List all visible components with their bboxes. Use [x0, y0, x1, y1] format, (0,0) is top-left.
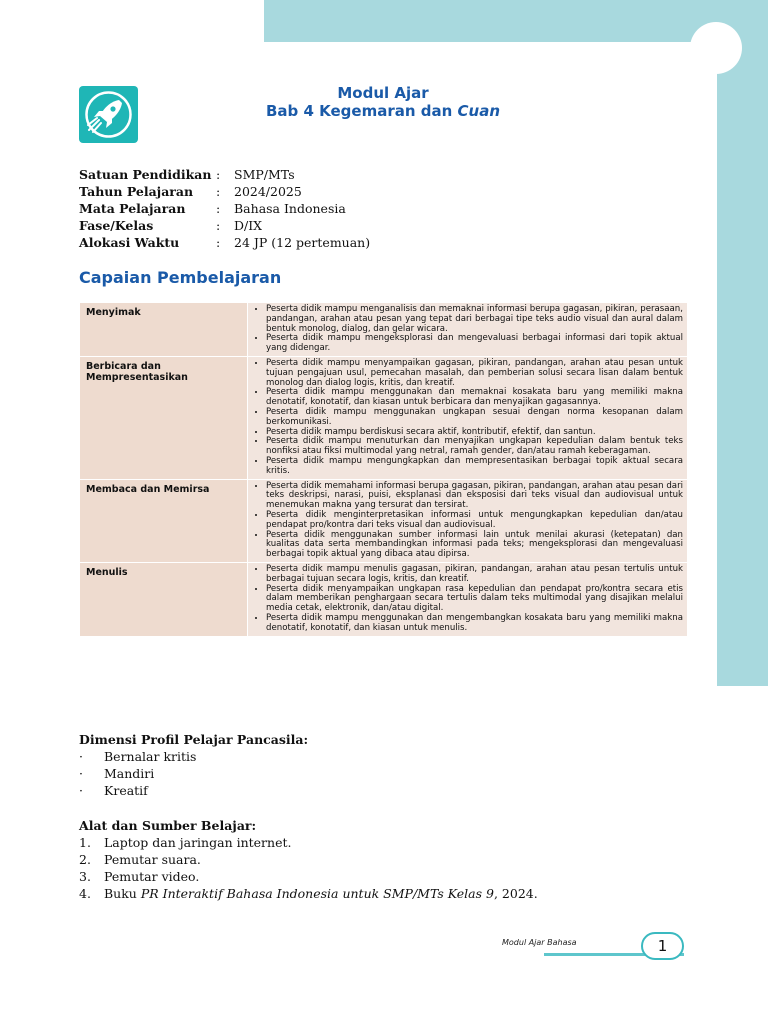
title-line-1: Modul Ajar: [337, 84, 429, 102]
list-item: • Peserta didik mampu berdiskusi secara aktif, kontributif, efektif, dan santun.: [266, 428, 683, 438]
meta-label: Tahun Pelajaran: [79, 184, 194, 199]
alat-item-text: Laptop dan jaringan internet.: [104, 835, 292, 850]
meta-value: Bahasa Indonesia: [234, 201, 346, 216]
meta-row: [79, 234, 370, 251]
document-title: [140, 84, 626, 121]
list-item: [79, 851, 538, 868]
list-item: [79, 765, 196, 782]
element-description: [248, 356, 688, 479]
alat-list: [79, 834, 538, 902]
element-description: [248, 562, 688, 636]
list-item: • Peserta didik mampu menggunakan dan mengembangkan kosakata baru yang memiliki makna denotatif, konotatif, dan kiasan untuk menulis.: [266, 614, 683, 634]
page-number: 1: [641, 932, 684, 960]
meta-row: [79, 166, 370, 183]
description-list: [254, 565, 683, 634]
list-item: • Peserta didik mampu menganalisis dan memaknai informasi berupa gagasan, pikiran, perasaan, pandangan, arahan atau pesan yang tepat dari berbagai tipe teks audio visual dan aural dalam bentuk monolog, dialog, dan gelar wicara.: [266, 305, 683, 334]
list-item: • Peserta didik mampu menulis gagasan, pikiran, pandangan, arahan atau pesan tertulis untuk berbagai tujuan secara logis, kritis, dan kreatif.: [266, 565, 683, 585]
meta-row: [79, 217, 370, 234]
decoration-circle: [690, 22, 742, 74]
rocket-icon: [79, 86, 138, 143]
table-row: [80, 356, 688, 479]
identity-info: [79, 166, 370, 251]
list-item: [79, 748, 196, 765]
element-description: [248, 303, 688, 357]
meta-label: Mata Pelajaran: [79, 201, 186, 216]
list-item: [79, 885, 538, 902]
element-label: Menyimak: [80, 303, 248, 357]
meta-label: Alokasi Waktu: [79, 235, 180, 250]
list-item: • Peserta didik mampu mengeksplorasi dan mengevaluasi berbagai informasi dari topik aktual yang didengar.: [266, 334, 683, 354]
list-item: • Peserta didik mampu menuturkan dan menyajikan ungkapan kepedulian dalam bentuk teks nonfiksi atau fiksi multimodal yang netral, ramah gender, dan/atau ramah keberagaman.: [266, 437, 683, 457]
title-italic-word: Cuan: [457, 102, 501, 120]
alat-item-text: [104, 885, 538, 902]
meta-label: Fase/Kelas: [79, 218, 154, 233]
element-label: Berbicara dan Mempresentasikan: [80, 356, 248, 479]
list-item: • Peserta didik mampu menggunakan dan memaknai kosakata baru yang memiliki makna denotatif, konotatif, dan kiasan untuk berbicara dan menyajikan gagasannya.: [266, 388, 683, 408]
capaian-table: [79, 302, 688, 637]
description-list: [254, 305, 683, 354]
element-description: [248, 479, 688, 562]
meta-row: [79, 183, 370, 200]
footer-text: Modul Ajar Bahasa: [502, 938, 577, 947]
dimensi-item-text: Kreatif: [104, 783, 148, 798]
list-item: • Peserta didik mampu menggunakan ungkapan sesuai dengan norma kesopanan dalam berkomunikasi.: [266, 408, 683, 428]
meta-value: 2024/2025: [234, 184, 302, 199]
list-item: [79, 834, 538, 851]
element-label: Membaca dan Memirsa: [80, 479, 248, 562]
description-list: [254, 359, 683, 477]
dimensi-item-text: Bernalar kritis: [104, 749, 197, 764]
list-item: • Peserta didik mampu mengungkapkan dan mempresentasikan berbagai topik aktual secara kritis.: [266, 457, 683, 477]
list-item: [79, 868, 538, 885]
alat-item-text: Pemutar video.: [104, 869, 200, 884]
meta-value: D/IX: [234, 218, 263, 233]
list-item: • Peserta didik mampu menyampaikan gagasan, pikiran, pandangan, arahan atau pesan untuk tujuan pengajuan usul, pemecahan masalah, dan pemberian solusi secara lisan dalam bentuk monolog dan dialog logis, kritis, dan kreatif.: [266, 359, 683, 388]
dimensi-title: Dimensi Profil Pelajar Pancasila:: [79, 732, 309, 747]
list-number: 2.: [79, 852, 91, 867]
element-label: Menulis: [80, 562, 248, 636]
meta-separator: :: [216, 235, 221, 250]
bullet: ·: [79, 783, 83, 798]
list-number: 1.: [79, 835, 91, 850]
meta-separator: :: [216, 167, 221, 182]
side-decoration-bar: [717, 0, 768, 686]
table-row: [80, 479, 688, 562]
meta-separator: :: [216, 184, 221, 199]
dimensi-list: [79, 748, 196, 799]
meta-value: 24 JP (12 pertemuan): [234, 235, 371, 250]
meta-separator: :: [216, 201, 221, 216]
table-row: [80, 562, 688, 636]
alat-item-prefix: Buku: [104, 886, 141, 901]
bullet: ·: [79, 766, 83, 781]
alat-title: Alat dan Sumber Belajar:: [79, 818, 257, 833]
dimensi-item-text: Mandiri: [104, 766, 155, 781]
capaian-heading: Capaian Pembelajaran: [79, 268, 282, 287]
meta-separator: :: [216, 218, 221, 233]
title-line-2: Bab 4 Kegemaran dan Cuan: [265, 102, 501, 120]
list-item: • Peserta didik menggunakan sumber informasi lain untuk menilai akurasi (ketepatan) dan kualitas data serta membandingkan informasi pada teks; mengeksplorasi dan mengevaluasi berbagai topik aktual yang dibaca atau dipirsa.: [266, 531, 683, 560]
table-row: [80, 303, 688, 357]
description-list: [254, 482, 683, 560]
list-item: • Peserta didik menyampaikan ungkapan rasa kepedulian dan pendapat pro/kontra secara etis dalam memberikan penghargaan secara tertulis dalam teks multimodal yang disajikan melalui media cetak, elektronik, dan/atau digital.: [266, 585, 683, 614]
meta-label: Satuan Pendidikan: [79, 167, 212, 182]
alat-item-text: Pemutar suara.: [104, 852, 201, 867]
bullet: ·: [79, 749, 83, 764]
list-item: • Peserta didik memahami informasi berupa gagasan, pikiran, pandangan, arahan atau pesan dari teks deskripsi, narasi, puisi, eksplanasi dan eksposisi dari teks visual dan audiovisual untuk menemukan makna yang tersurat dan tersirat.: [266, 482, 683, 511]
book-title: PR Interaktif Bahasa Indonesia untuk SMP/MTs Kelas 9: [140, 886, 494, 901]
meta-value: SMP/MTs: [234, 167, 295, 182]
list-number: 3.: [79, 869, 91, 884]
meta-row: [79, 200, 370, 217]
alat-item-suffix: , 2024.: [493, 886, 538, 901]
list-item: • Peserta didik menginterpretasikan informasi untuk mengungkapkan kepedulian dan/atau pendapat pro/kontra dari teks visual dan audiovisual.: [266, 511, 683, 531]
list-item: [79, 782, 196, 799]
list-number: 4.: [79, 886, 91, 901]
